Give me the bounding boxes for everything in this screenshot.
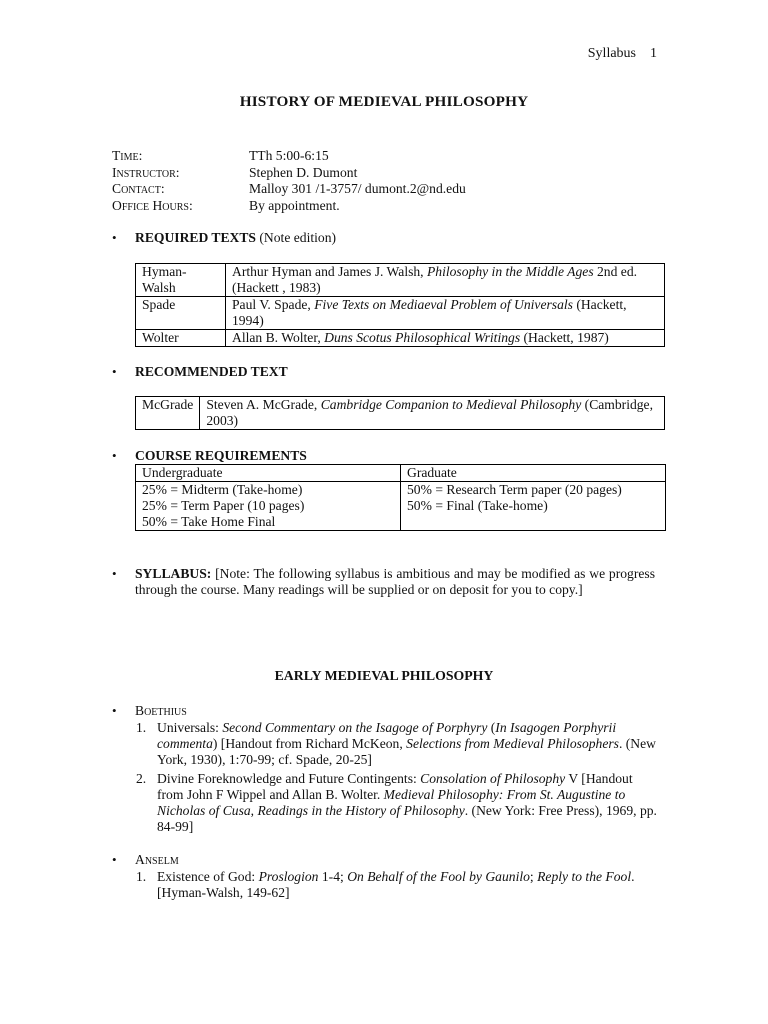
requirement-item: 25% = Midterm (Take-home)	[142, 482, 303, 497]
bullet-icon: •	[112, 230, 117, 245]
info-row-instructor	[112, 165, 466, 182]
citation-author: Allan B. Wolter,	[232, 330, 325, 345]
info-value: TTh 5:00-6:15	[249, 148, 329, 163]
text-citation	[226, 297, 665, 330]
column-header-undergraduate: Undergraduate	[136, 465, 401, 482]
syllabus-label: SYLLABUS:	[135, 566, 212, 581]
item-number: 1.	[136, 720, 147, 735]
table-row	[136, 297, 665, 330]
reading-text: ,	[250, 803, 258, 818]
table-row	[136, 264, 665, 297]
reading-text: ) [Handout from Richard McKeon,	[212, 736, 407, 751]
text-citation	[200, 397, 665, 430]
citation-author: Steven A. McGrade,	[206, 397, 321, 412]
reading-topic: Universals:	[157, 720, 223, 735]
citation-publisher: (Cambridge, 2003)	[206, 397, 653, 428]
citation-publisher: (Hackett, 1987)	[520, 330, 609, 345]
bullet-icon: •	[112, 364, 117, 379]
info-value: Stephen D. Dumont	[249, 164, 358, 180]
page-header	[588, 46, 657, 62]
text-key: McGrade	[136, 397, 200, 430]
item-number: 2.	[136, 771, 147, 786]
citation-title: Duns Scotus Philosophical Writings	[324, 330, 521, 345]
list-item	[135, 720, 657, 768]
section-heading: EARLY MEDIEVAL PHILOSOPHY	[274, 668, 494, 683]
course-requirements-table	[135, 464, 666, 531]
section-label: COURSE REQUIREMENTS	[135, 448, 307, 463]
page-number: 1	[650, 46, 657, 61]
reading-title: Consolation of Philosophy	[420, 771, 566, 786]
column-header-graduate: Graduate	[401, 465, 666, 482]
reading-title: Second Commentary on the Isagoge of Porphyry	[222, 720, 488, 735]
bullet-icon: •	[112, 703, 117, 718]
citation-title: Cambridge Companion to Medieval Philosophy	[320, 397, 582, 412]
citation-publisher: 2nd ed. (Hackett , 1983)	[232, 264, 638, 295]
requirement-item: 25% = Term Paper (10 pages)	[142, 498, 305, 513]
reading-text: . [Hyman-Walsh, 149-62]	[157, 869, 635, 900]
citation-author: Arthur Hyman and James J. Walsh,	[232, 264, 427, 279]
info-label: Office Hours:	[112, 197, 193, 213]
author-name: Anselm	[135, 852, 179, 867]
info-row-office-hours	[112, 198, 466, 215]
reading-topic: Existence of God:	[157, 869, 259, 884]
syllabus-text: [Note: The following syllabus is ambitious and may be modified as we progress through the course. Many readings will be supplied or on deposit for you to copy.]	[135, 566, 655, 597]
requirement-item: 50% = Take Home Final	[142, 514, 276, 529]
anselm-readings	[135, 869, 657, 901]
reading-title: On Behalf of the Fool by Gaunilo	[347, 869, 530, 884]
table-row	[136, 330, 665, 347]
info-value: Malloy 301 /1-3757/ dumont.2@nd.edu	[249, 181, 466, 197]
section-label: REQUIRED TEXTS	[135, 230, 256, 245]
graduate-requirements	[401, 482, 666, 531]
citation-title: Philosophy in the Middle Ages	[426, 264, 594, 279]
reading-text: (	[487, 720, 496, 735]
reading-title: In Isagogen Porphyrii commenta	[157, 720, 617, 751]
text-key: Spade	[136, 297, 226, 330]
header-label: Syllabus	[587, 46, 636, 61]
table-row	[136, 397, 665, 430]
citation-publisher: (Hackett, 1994)	[232, 297, 627, 328]
requirement-item: 50% = Research Term paper (20 pages)	[407, 482, 622, 497]
item-number: 1.	[136, 869, 147, 884]
info-row-time	[112, 148, 466, 165]
text-key: Hyman-Walsh	[136, 264, 226, 297]
reading-title: Selections from Medieval Philosophers	[406, 736, 619, 751]
boethius-readings	[135, 720, 657, 835]
text-citation	[226, 330, 665, 347]
reading-title: Medieval Philosophy: From St. Augustine to Nicholas of Cusa	[157, 787, 626, 818]
requirement-item: 50% = Final (Take-home)	[407, 498, 548, 513]
document-title: HISTORY OF MEDIEVAL PHILOSOPHY	[239, 93, 529, 110]
reading-topic: Divine Foreknowledge and Future Contingents:	[157, 771, 421, 786]
reading-title: Proslogion	[258, 869, 319, 884]
reading-text: 1-4;	[318, 869, 348, 884]
reading-text: ;	[529, 869, 538, 884]
reading-text: V [Handout from John F Wippel and Allan B. Wolter.	[157, 771, 633, 802]
reading-title: Reply to the Fool	[537, 869, 632, 884]
required-texts-table	[135, 263, 665, 347]
bullet-icon: •	[112, 852, 117, 867]
table-row	[136, 482, 666, 531]
bullet-icon: •	[112, 448, 117, 463]
citation-title: Five Texts on Mediaeval Problem of Universals	[314, 297, 573, 312]
list-item	[135, 869, 657, 901]
info-label: Instructor:	[112, 164, 180, 180]
recommended-text-table	[135, 396, 665, 430]
info-label: Time:	[112, 148, 143, 163]
reading-text: . (New York, 1930), 1:70-99; cf. Spade, 20-25]	[157, 736, 656, 767]
section-note: (Note edition)	[259, 230, 337, 245]
author-name: Boethius	[135, 703, 187, 718]
syllabus-note	[135, 566, 655, 598]
bullet-icon: •	[112, 566, 117, 581]
course-info	[112, 148, 466, 214]
list-item	[135, 771, 657, 835]
section-label: RECOMMENDED TEXT	[135, 364, 288, 379]
text-citation	[226, 264, 665, 297]
info-label: Contact:	[112, 181, 165, 197]
undergraduate-requirements	[136, 482, 401, 531]
reading-title: Readings in the History of Philosophy	[257, 803, 465, 818]
text-key: Wolter	[136, 330, 226, 347]
info-value: By appointment.	[249, 197, 340, 213]
table-header-row	[136, 465, 666, 482]
citation-author: Paul V. Spade,	[232, 297, 315, 312]
info-row-contact	[112, 181, 466, 198]
reading-text: . (New York: Free Press), 1969, pp. 84-99]	[157, 803, 657, 834]
